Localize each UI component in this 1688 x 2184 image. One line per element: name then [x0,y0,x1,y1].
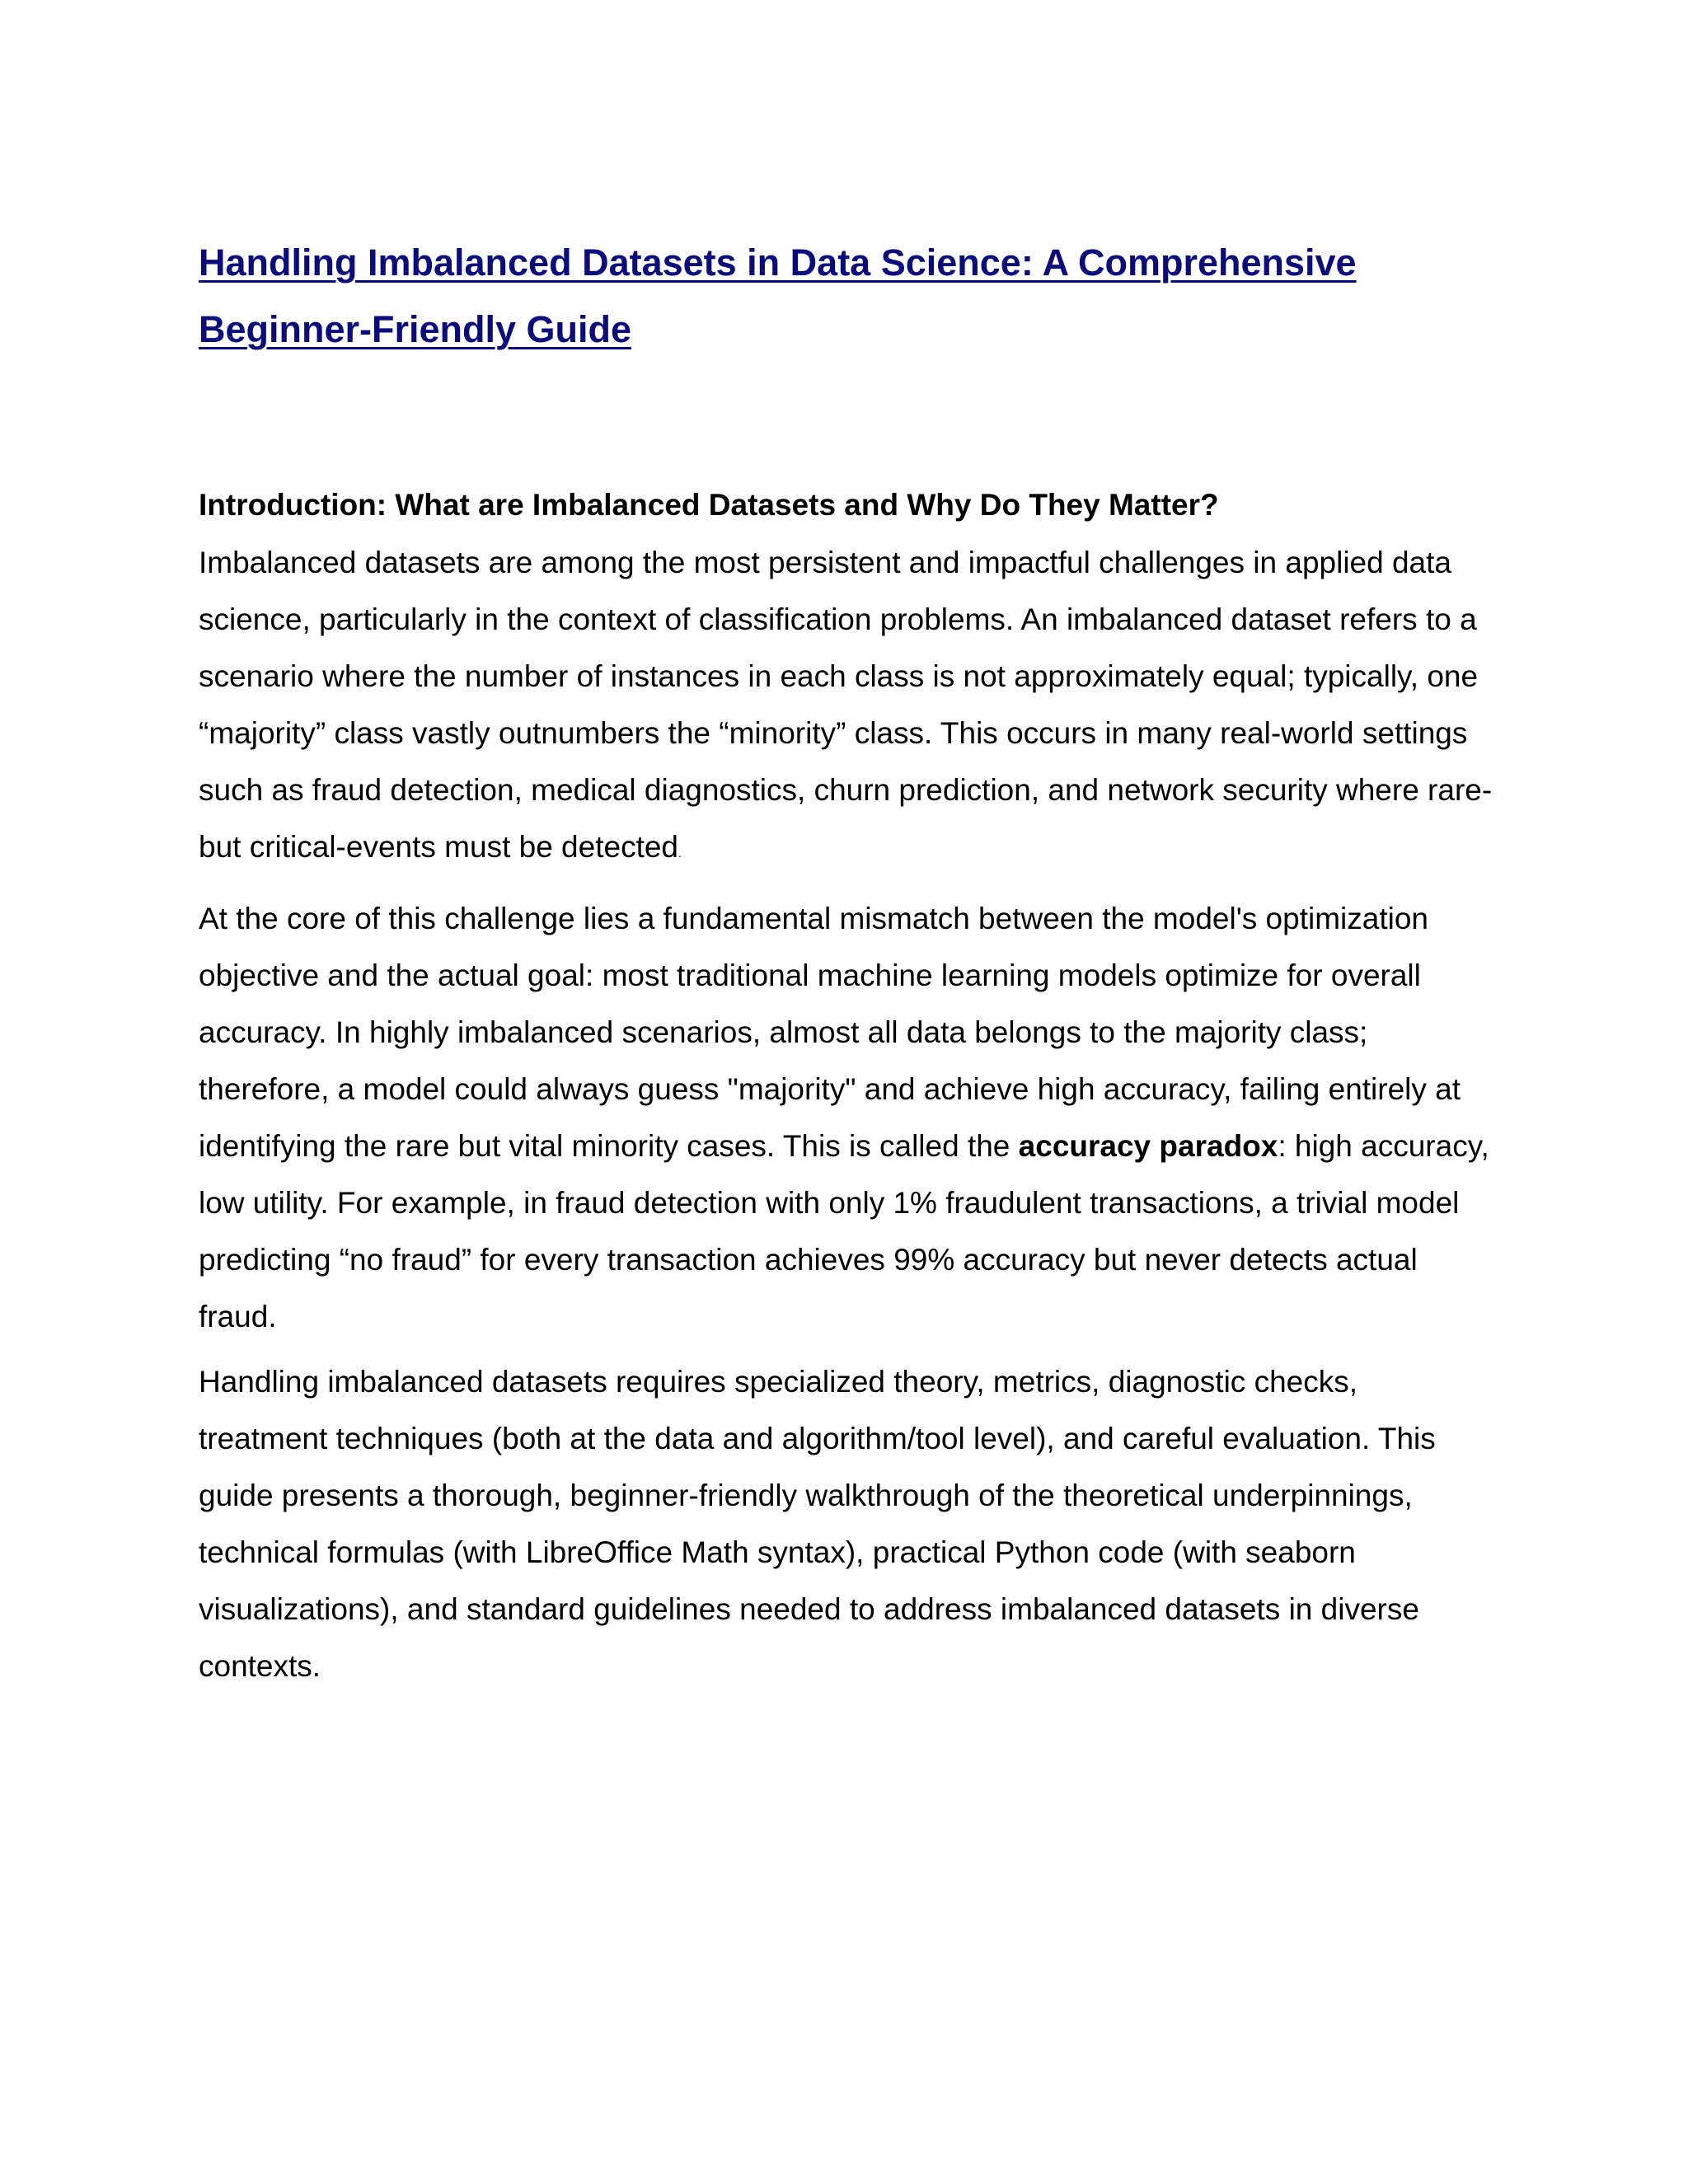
paragraph-accuracy-text-start: At the core of this challenge lies a fundamental mismatch between the model's optimization objective and the actual goal: most traditional machine learning models optimize for overall accuracy. In highly imbalanced scenarios, almost all data belongs to the majority class; therefore, a model could always guess "majority" and achieve high accuracy, failing entirely at identifying the rare but vital minority cases. This is called the [199,902,1461,1163]
title-link[interactable]: Handling Imbalanced Datasets in Data Science: A Comprehensive Beginner-Friendly Guide [199,241,1357,350]
paragraph-intro-period: . [678,846,682,860]
document-title [199,229,1484,363]
introduction-section [199,476,1493,1703]
paragraph-accuracy-text-end: : high accuracy, low utility. For example, in fraud detection with only 1% fraudulent transactions, a trivial model predicting “no fraud” for every transaction achieves 99% accuracy but never detects actual fraud. [199,1129,1489,1333]
section-heading: Introduction: What are Imbalanced Datasets and Why Do They Matter? [199,488,1219,522]
paragraph-intro [199,534,1493,882]
paragraph-guide-overview: Handling imbalanced datasets requires specialized theory, metrics, diagnostic checks, treatment techniques (both at the data and algorithm/tool level), and careful evaluation. This guide presents a thorough, beginner-friendly walkthrough of the theoretical underpinnings, technical formulas (with LibreOffice Math syntax), practical Python code (with seaborn visualizations), and standard guidelines needed to address imbalanced datasets in diverse contexts. [199,1365,1436,1683]
paragraph-accuracy-paradox [199,890,1493,1345]
accuracy-paradox-term: accuracy paradox [1018,1129,1278,1163]
paragraph-intro-text: Imbalanced datasets are among the most persistent and impactful challenges in applied data science, particularly in the context of classification problems. An imbalanced dataset refers to a scenario where the number of instances in each class is not approximately equal; typically, one “majority” class vastly outnumbers the “minority” class. This occurs in many real-world settings such as fraud detection, medical diagnostics, churn prediction, and network security where rare-but critical-events must be detected [199,546,1493,864]
